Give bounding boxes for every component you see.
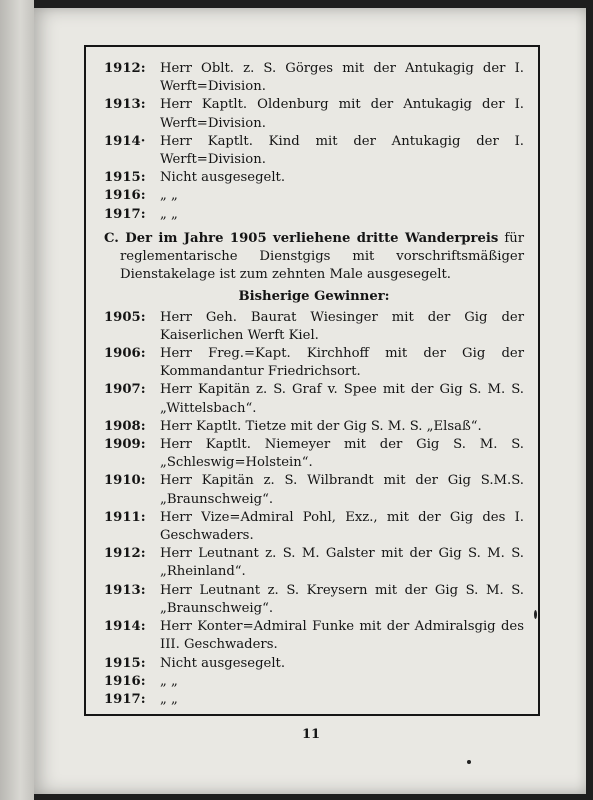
- entry-text: Herr Kaptlt. Niemeyer mit der Gig S. M. S. „Schleswig=Holstein“.: [160, 437, 524, 471]
- section-c-intro: [104, 230, 524, 285]
- ink-speck: [467, 760, 471, 764]
- section-b-winner-list: [104, 60, 524, 224]
- section-c-subheading: Bisherige Gewinner:: [238, 289, 390, 305]
- entry-text: Herr Vize=Admiral Pohl, Exz., mit der Gig des I. Geschwaders.: [160, 509, 524, 544]
- winner-entry: [104, 381, 524, 417]
- winner-entry: [104, 472, 524, 508]
- entry-year: 1917:: [104, 691, 146, 707]
- entry-text: „ „: [160, 206, 178, 222]
- page-text: [104, 60, 524, 709]
- entry-text: Nicht ausgesegelt.: [160, 655, 286, 671]
- entry-text: Herr Geh. Baurat Wiesinger mit der Gig der Kaiserlichen Werft Kiel.: [160, 309, 524, 343]
- winner-entry: [104, 509, 524, 545]
- entry-text: „ „: [160, 691, 178, 707]
- entry-text: Herr Kapitän z. S. Wilbrandt mit der Gig S.M.S. „Braunschweig“.: [160, 473, 524, 507]
- entry-year: 1916:: [104, 188, 146, 204]
- entry-text: Herr Kaptlt. Oldenburg mit der Antukagig der I. Werft=Division.: [160, 97, 524, 131]
- winner-entry: [104, 582, 524, 618]
- winner-entry: [104, 133, 524, 169]
- winner-entry: [104, 691, 524, 709]
- entry-year: 1911:: [104, 509, 146, 525]
- winner-entry: [104, 206, 524, 224]
- entry-year: 1913:: [104, 582, 146, 598]
- winner-entry: [104, 345, 524, 381]
- entry-year: 1910:: [104, 473, 146, 489]
- winner-entry: [104, 655, 524, 673]
- winner-entry: [104, 436, 524, 472]
- winner-entry: [104, 618, 524, 654]
- entry-text: Herr Kaptlt. Kind mit der Antukagig der I. Werft=Division.: [160, 133, 524, 168]
- entry-text: Herr Oblt. z. S. Görges mit der Antukagig der I. Werft=Division.: [160, 61, 524, 95]
- page-number: 11: [301, 727, 321, 742]
- entry-year: 1912:: [104, 61, 146, 76]
- entry-year: 1906:: [104, 346, 146, 362]
- entry-text: Herr Kaptlt. Tietze mit der Gig S. M. S. „Elsaß“.: [160, 418, 482, 434]
- winner-entry: [104, 169, 524, 187]
- entry-year: 1908:: [104, 418, 146, 434]
- entry-year: 1909:: [104, 437, 146, 453]
- facing-page-edge: [0, 0, 34, 800]
- winner-entry: [104, 545, 524, 581]
- entry-year: 1912:: [104, 546, 146, 562]
- entry-text: Herr Freg.=Kapt. Kirchhoff mit der Gig der Kommandantur Friedrichsort.: [160, 346, 524, 380]
- entry-text: „ „: [160, 188, 178, 204]
- entry-text: Herr Konter=Admiral Funke mit der Admiralsgig des III. Geschwaders.: [160, 619, 524, 653]
- entry-year: 1913:: [104, 97, 146, 113]
- winner-entry: [104, 96, 524, 132]
- section-c-winner-list: [104, 309, 524, 709]
- entry-year: 1914:: [104, 619, 146, 635]
- entry-text: „ „: [160, 673, 178, 689]
- entry-text: Herr Leutnant z. S. M. Galster mit der Gig S. M. S. „Rheinland“.: [160, 546, 524, 580]
- entry-year: 1916:: [104, 673, 146, 689]
- entry-year: 1914·: [104, 133, 146, 149]
- entry-text: Herr Leutnant z. S. Kreysern mit der Gig S. M. S. „Braunschweig“.: [160, 582, 524, 616]
- section-c-heading: C. Der im Jahre 1905 verliehene dritte Wanderpreis: [104, 230, 499, 246]
- entry-year: 1905:: [104, 309, 146, 325]
- winner-entry: [104, 309, 524, 345]
- winner-entry: [104, 187, 524, 205]
- entry-text: Nicht ausgesegelt.: [160, 170, 286, 186]
- winner-entry: [104, 673, 524, 691]
- winner-entry: [104, 418, 524, 436]
- entry-year: 1915:: [104, 170, 146, 186]
- section-c-description: für reglementarische Dienstgigs mit vorschriftsmäßiger Dienstakelage ist zum zehnten Male ausgesegelt.: [120, 230, 524, 283]
- entry-year: 1907:: [104, 382, 146, 398]
- winner-entry: [104, 60, 524, 96]
- entry-text: Herr Kapitän z. S. Graf v. Spee mit der Gig S. M. S. „Wittelsbach“.: [160, 382, 524, 416]
- entry-year: 1917:: [104, 206, 146, 222]
- entry-year: 1915:: [104, 655, 146, 671]
- ink-speck: [534, 610, 537, 619]
